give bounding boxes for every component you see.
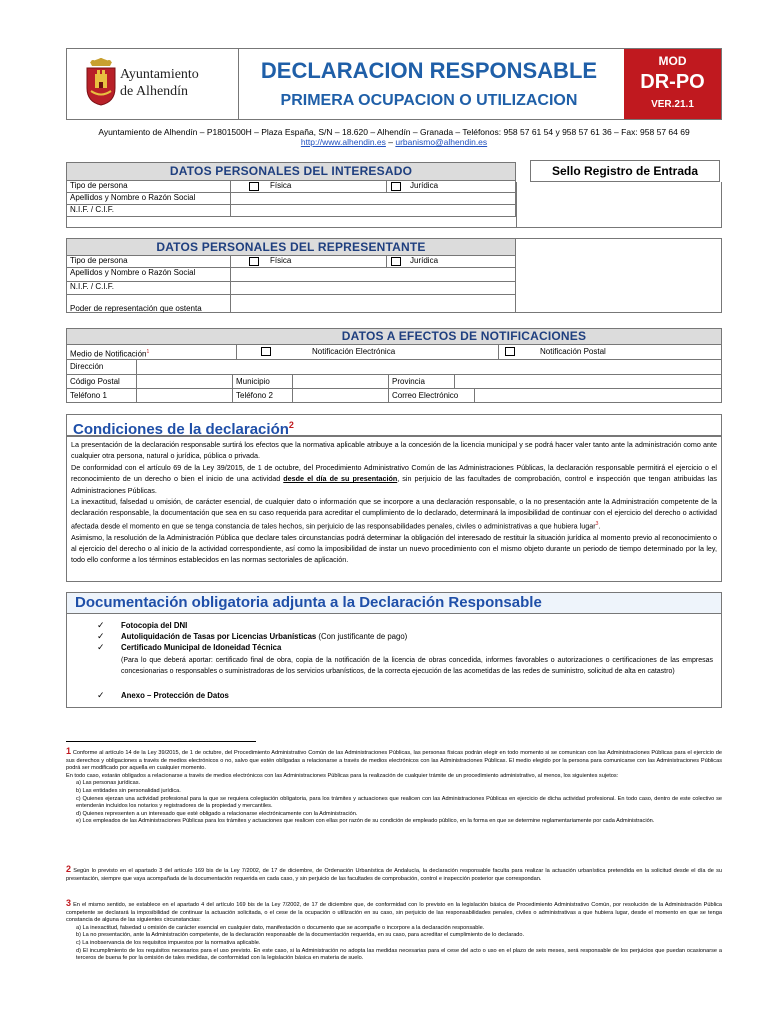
input-interesado-nif[interactable] xyxy=(231,205,517,216)
label-tipo-persona: Tipo de persona xyxy=(67,181,231,192)
model-label: MOD xyxy=(658,54,687,68)
row-representante-tipo xyxy=(66,256,516,268)
check-icon: ✓ xyxy=(97,631,105,641)
label-nombre: Apellidos y Nombre o Razón Social xyxy=(67,193,231,204)
label-fisica: Física xyxy=(267,256,387,267)
footnote-3: 3 En el mismo sentido, se establece en el apartado 4 del artículo 169 bis de la Ley 7/2002, de 17 de diciembre que, de conformidad con lo previsto en la legislación básica de Procedimiento Administrativo Común, por resolución de la Administración Pública competente se declarará la imposibilidad de continuar la actuación solicitada, o el cese de la ocupación o utilización en su caso, sin perjuicio de las responsabilidades penales, civiles o administrativas a que hubiera lugar, desde el momento en que se tenga constancia de alguna de las siguientes circunstancias: a) La inexactitud, falsedad u omisión de carácter esencial en cualquier dato, manifestación o documento que se acompañe o incorpore a la declaración responsable. b) La no presentación, ante la Administración competente, de la declaración responsable de la documentación requerida, en su caso, para acreditar el cumplimiento de lo declarado. c) La inobservancia de los requisitos impuestos por la normativa aplicable. d) El incumplimiento de los requisitos necesarios para el uso previsto. En este caso, si la Administración no adopta las medidas necesarias para el cese del acto o uso en el plazo de seis meses, será responsable de los perjuicios que puedan ocasionarse a terceros de buena fe por la omisión de tales medidas, de conformidad con la legislación básica en materia de suelo. xyxy=(66,898,722,962)
label-provincia: Provincia xyxy=(389,375,455,388)
label-poder: Poder de representación que ostenta xyxy=(67,295,231,312)
input-telefono2[interactable] xyxy=(293,389,389,402)
input-provincia[interactable] xyxy=(455,375,723,388)
row-interesado-tipo xyxy=(66,181,516,193)
logo-text-line2: de Alhendín xyxy=(120,84,189,99)
input-municipio[interactable] xyxy=(293,375,389,388)
label-juridica: Jurídica xyxy=(410,181,439,190)
checkbox-representante-juridica[interactable] xyxy=(391,257,401,266)
row-medio-notificacion xyxy=(66,345,722,360)
certificado-note: (Para lo que deberá aportar: certificado final de obra, copia de la notificación de la licencia de obras concedida, informes favorables o autorizaciones o certificaciones de las empresas concesionarias o responsables o suministradoras de los servicios urbanísticos, de la correcta ejecución de las acometidas de las redes de suministro, solicitud de alta en catastro) xyxy=(121,657,713,675)
section-interesado-title: DATOS PERSONALES DEL INTERESADO xyxy=(66,162,516,181)
label-correo: Correo Electrónico xyxy=(389,389,475,402)
label-notificacion-electronica: Notificación Electrónica xyxy=(309,345,499,359)
website-link[interactable]: http://www.alhendin.es xyxy=(300,137,386,147)
crest-icon xyxy=(84,58,118,106)
logo-text-line1: Ayuntamiento xyxy=(120,67,199,82)
checkbox-representante-fisica[interactable] xyxy=(249,257,259,266)
label-juridica: Jurídica xyxy=(410,256,439,265)
row-representante-nif xyxy=(66,282,516,295)
check-icon: ✓ xyxy=(97,690,105,700)
representante-side-area xyxy=(516,238,722,313)
section-condiciones-title: Condiciones de la declaración$^2$ xyxy=(66,414,722,436)
footnote-1: 1 Conforme al artículo 14 de la Ley 39/2015, de 1 de octubre, del Procedimiento Administrativo Común de las Administraciones Públicas, las personas físicas podrán elegir en todo momento si se comunican con las Administraciones Públicas para el ejercicio de sus derechos y obligaciones a través de medios electrónicos o no, salvo que estén obligadas a relacionarse a través de medios electrónicos con las Administraciones Públicas. El medio elegido por la persona para comunicarse con las Administraciones Públicas podrá ser modificado por aquella en cualquier momento. En todo caso, estarán obligados a relacionarse a través de medios electrónicos con las Administraciones Públicas para la realización de cualquier trámite de un procedimiento administrativo, al menos, los siguientes sujetos: a) Las personas jurídicas. b) Las entidades sin personalidad jurídica. c) Quienes ejerzan una actividad profesional para la que se requiera colegiación obligatoria, para los trámites y actuaciones que realicen con las Administraciones Públicas en ejercicio de dicha actividad profesional. En todo caso, dentro de este colectivo se entenderán incluidos los notarios y registradores de la propiedad y mercantiles. d) Quienes representen a un interesado que esté obligado a relacionarse electrónicamente con la Administración. e) Los empleados de las Administraciones Públicas para los trámites y actuaciones que realicen con ellas por razón de su condición de empleado público, en la forma en que se determine reglamentariamente por cada Administración. xyxy=(66,746,722,825)
label-nif: N.I.F. / C.I.F. xyxy=(67,205,231,216)
input-representante-nombre[interactable] xyxy=(231,268,517,281)
footnote-divider xyxy=(66,741,256,742)
page-subtitle: PRIMERA OCUPACION O UTILIZACION xyxy=(280,92,578,109)
section-notificaciones-title: DATOS A EFECTOS DE NOTIFICACIONES xyxy=(66,328,722,345)
row-representante-nombre xyxy=(66,268,516,282)
model-badge xyxy=(624,49,721,119)
label-codigo-postal: Código Postal xyxy=(67,375,137,388)
label-tipo-persona: Tipo de persona xyxy=(67,256,231,267)
input-direccion[interactable] xyxy=(137,360,723,374)
label-telefono1: Teléfono 1 xyxy=(67,389,137,402)
input-representante-nif[interactable] xyxy=(231,282,517,294)
label-municipio: Municipio xyxy=(233,375,293,388)
checkbox-interesado-juridica[interactable] xyxy=(391,182,401,191)
row-interesado-nombre xyxy=(66,193,516,205)
checkbox-notificacion-electronica[interactable] xyxy=(261,347,271,356)
checkbox-interesado-fisica[interactable] xyxy=(249,182,259,191)
label-nombre: Apellidos y Nombre o Razón Social xyxy=(67,268,231,281)
row-telefonos xyxy=(66,389,722,403)
documentacion-list: ✓ Fotocopia del DNI ✓ Autoliquidación de Tasas por Licencias Urbanísticas (Con justificante de pago) ✓ Certificado Municipal de Idoneidad Técnica (Para lo que deberá aportar: certificado final de obra, copia de la notificación de la licencia de obras concedida, informes favorables o autorizaciones o certificaciones de las empresas concesionarias o responsables o suministradoras de los servicios urbanísticos, de la correcta ejecución de las acometidas de las redes de suministro, solicitud de alta en catastro) ✓ Anexo – Protección de Datos xyxy=(66,614,722,708)
row-interesado-nif xyxy=(66,205,516,217)
check-icon: ✓ xyxy=(97,642,105,652)
label-notificacion-postal: Notificación Postal xyxy=(540,347,606,356)
address-separator: – xyxy=(385,137,396,147)
registry-stamp-label: Sello Registro de Entrada xyxy=(530,160,720,182)
label-telefono2: Teléfono 2 xyxy=(233,389,293,402)
input-representante-poder[interactable] xyxy=(231,295,517,312)
label-direccion: Dirección xyxy=(67,360,137,374)
label-fisica: Física xyxy=(267,181,387,192)
input-interesado-nombre[interactable] xyxy=(231,193,517,204)
section-representante-title: DATOS PERSONALES DEL REPRESENTANTE xyxy=(66,238,516,256)
row-cp-municipio xyxy=(66,375,722,389)
condiciones-text xyxy=(66,436,722,582)
check-icon: ✓ xyxy=(97,620,105,630)
condiciones-paragraph-3: La inexactitud, falsedad u omisión, de carácter esencial, de cualquier dato o información que se incorpore a una declaración responsable, o la no presentación ante la Administración competente de la declaración responsable, la documentación que sea en su caso requerida para acreditar el cumplimiento de lo declarado, determinará la imposibilidad de continuar con el ejercicio del derecho o actividad afectada desde el momento en que se tenga constancia de tales hechos, sin perjuicio de las responsabilidades penales, civiles o administrativas a que hubiera lugar$^3$. xyxy=(71,497,717,531)
condiciones-paragraph-2: De conformidad con el artículo 69 de la Ley 39/2015, de 1 de octubre, del Procedimiento Administrativo Común de las Administraciones Públicas, la declaración responsable permitirá el ejercicio o el reconocimiento de un derecho o bien el inicio de una actividad desde el día de su presentación, sin perjuicio de las facultades de comprobación, control e inspección que tengan atribuidas las Administraciones Públicas. xyxy=(71,462,717,495)
address-line: Ayuntamiento de Alhendín – P1801500H – Plaza España, S/N – 18.620 – Alhendín – Granada – Teléfonos: 958 57 61 54 y 958 57 61 36 – Fax: 958 57 64 69 xyxy=(98,127,690,137)
model-code: DR-PO xyxy=(640,71,705,93)
row-direccion xyxy=(66,360,722,375)
input-codigo-postal[interactable] xyxy=(137,375,233,388)
page-title: DECLARACION RESPONSABLE xyxy=(260,58,598,83)
row-interesado-extra xyxy=(66,217,722,228)
input-correo[interactable] xyxy=(475,389,723,402)
label-medio-notificacion: Medio de Notificación$^1$ xyxy=(67,345,237,359)
footnote-2: 2 Según lo previsto en el apartado 3 del artículo 169 bis de la Ley 7/2002, de 17 de diciembre, de Ordenación Urbanística de Andalucía, la declaración responsable faculta para realizar la actuación urbanística pretendida en la solicitud desde el día de su presentación, siempre que vaya acompañada de la documentación requerida en cada caso, y sin perjuicio de las facultades de comprobación, control e inspección posterior que correspondan. xyxy=(66,864,722,882)
checkbox-notificacion-postal[interactable] xyxy=(505,347,515,356)
condiciones-paragraph-4: Asimismo, la resolución de la Administración Pública que declare tales circunstancias podrá determinar la obligación del interesado de restituir la situación jurídica al momento previo al reconocimiento o al ejercicio del derecho o al inicio de la actividad correspondiente, así como la imposibilidad de instar un nuevo procedimiento con el mismo objeto durante un periodo de tiempo determinado por la ley, todo ello conforme a los términos establecidos en las normas sectoriales de aplicación. xyxy=(71,532,717,565)
condiciones-paragraph-1: La presentación de la declaración responsable surtirá los efectos que la normativa aplicable atribuye a la concesión de la licencia municipal y se podrá hacer valer tanto ante la administración como ante cualquier otra persona, natural o jurídica, pública o privada. xyxy=(71,440,717,461)
section-documentacion-title: Documentación obligatoria adjunta a la Declaración Responsable xyxy=(66,592,722,614)
row-representante-poder xyxy=(66,295,516,313)
address-block xyxy=(66,127,722,147)
model-version: VER.21.1 xyxy=(651,99,694,110)
label-nif: N.I.F. / C.I.F. xyxy=(67,282,231,294)
email-link[interactable]: urbanismo@alhendin.es xyxy=(395,137,488,147)
input-telefono1[interactable] xyxy=(137,389,233,402)
